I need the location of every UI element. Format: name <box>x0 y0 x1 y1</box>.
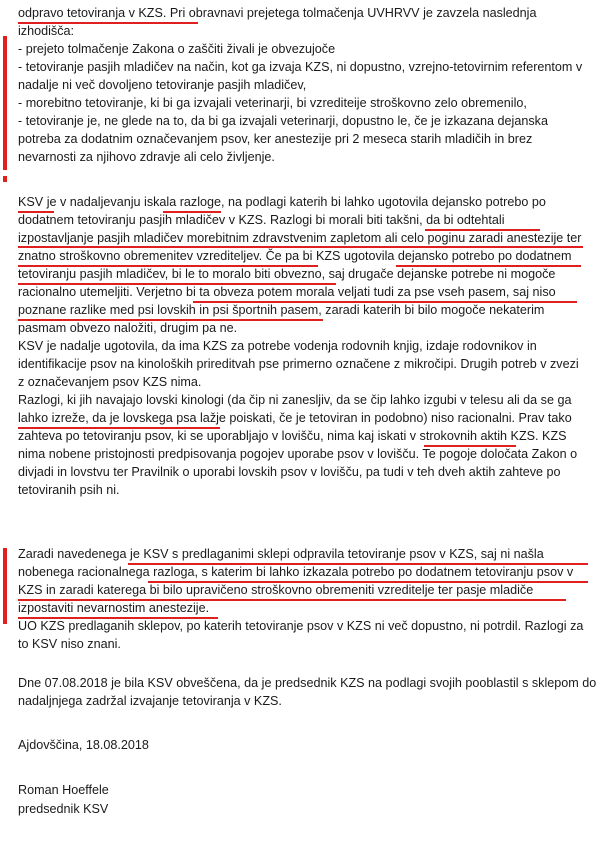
text-line: KZS in zaradi katerega bi bilo upravičeno stroškovno obremeniti vzreditelje ter pasje mladiče <box>18 583 534 597</box>
red-underline <box>18 22 198 24</box>
text-line: izpostaviti nevarnostim anestezije. <box>18 601 210 615</box>
red-underline <box>18 211 54 213</box>
text-line: izhodišča: <box>18 24 75 38</box>
text-line: znatno stroškovno obremenitev vzrediteljev. Če pa bi KZS ugotovila dejansko potrebo po dodatnem <box>18 249 572 263</box>
text-line: zahteva po tetoviranju psov, ki se uporabljajo v lovišču, nima kaj iskati v strokovnih aktih KZS. KZS <box>18 429 567 443</box>
red-underline <box>128 563 588 565</box>
text-line: potreba za dodatnim označevanjem psov, ker anestezije pri 2 meseca starih mladičih in brez <box>18 132 533 146</box>
red-underline <box>18 617 218 619</box>
red-underline <box>193 301 577 303</box>
text-line: UO KZS predlaganih sklepov, po katerih tetoviranje psov v KZS ni več dopustno, ni potrdil. Razlogi za <box>18 619 584 633</box>
text-line: nevarnosti za njihovo zdravje ali celo življenje. <box>18 150 275 164</box>
red-underline <box>424 445 516 447</box>
text-line: Razlogi, ki jih navajajo lovski kinologi (da čip ni zanesljiv, da se čip lahko izgubi v telesu ali da se ga <box>18 393 572 407</box>
signatory-name: Roman Hoeffele <box>18 783 109 797</box>
red-underline <box>18 319 323 321</box>
signatory-title: predsednik KSV <box>18 802 109 816</box>
text-line: Zaradi navedenega je KSV s predlaganimi sklepi odpravila tetoviranje psov v KZS, saj ni našla <box>18 547 544 561</box>
text-line: - morebitno tetoviranje, ki bi ga izvajali veterinarji, bi vzrediteije stroškovno zelo obremenilo, <box>18 96 527 110</box>
text-line: - tetoviranje pasjih mladičev na način, kot ga izvaja KZS, ni dopustno, vzrejno-tetovirnim referentom v <box>18 60 583 74</box>
red-underline <box>18 246 583 248</box>
text-line: - prejeto tolmačenje Zakona o zaščiti živali je obvezujoče <box>18 42 336 56</box>
text-line: to KSV niso znani. <box>18 637 121 651</box>
margin-marker <box>3 548 7 624</box>
text-line: - tetoviranje je, ne glede na to, da bi ga izvajali veterinarji, dopustno le, če je izkazana dejanska <box>18 114 548 128</box>
text-line: nima nobene pristojnosti predpisovanja pogojev uporabe psov v lovišču. Te pogoje določata Zakon o <box>18 447 578 461</box>
text-line: dodatnem tetoviranju pasjih mladičev v KZS. Razlogi bi morali biti takšni, da bi odtehtali <box>18 213 505 227</box>
text-line: racionalno utemeljiti. Verjetno bi ta obveza potem morala veljati tudi za pse vseh pasem, saj niso <box>18 285 556 299</box>
text-line: izpostavljanje pasjih mladičev morebitnim zdravstvenim zapletom ali celo poginu zaradi anestezije ter <box>18 231 582 245</box>
text-line: z označevanjem psov KZS nima. <box>18 375 202 389</box>
place-date: Ajdovščina, 18.08.2018 <box>18 738 149 752</box>
text-line: Dne 07.08.2018 je bila KSV obveščena, da je predsednik KZS na podlagi svojih pooblastil s sklepom do <box>18 676 597 690</box>
text-line: odpravo tetoviranja v KZS. Pri obravnavi prejetega tolmačenja UVHRVV je zavzela naslednja <box>18 6 537 20</box>
text-line: divjadi in lovstvu ter Pravilnik o uporabi lovskih psov v lovišču, pa tudi v teh dveh aktih zahteve po <box>18 465 561 479</box>
text-line: tetoviranju pasjih mladičev, bi le to moralo biti obvezno, saj drugače dejanske potrebe ni mogoče <box>18 267 556 281</box>
red-underline <box>148 581 588 583</box>
red-underline <box>18 265 318 267</box>
text-line: tetoviranih psih ni. <box>18 483 120 497</box>
text-line: lahko izreže, da je lovskega psa lažje poiskati, če je tetoviran in podobno) niso racionalni. Prav tako <box>18 411 572 425</box>
text-line: poznane razlike med psi lovskih in psi športnih pasem, zaradi katerih bi bilo mogoče nekaterim <box>18 303 545 317</box>
text-line: identifikacije psov na kinoloških prireditvah pse primerno označene z mikročipi. Drugih potreb v zvezi <box>18 357 579 371</box>
red-underline <box>425 229 540 231</box>
red-underline <box>163 211 221 213</box>
red-underline <box>18 427 220 429</box>
red-underline <box>18 283 336 285</box>
margin-marker <box>3 176 7 182</box>
text-line: nadalje ni več dovoljeno tetoviranje pasjih mladičev, <box>18 78 307 92</box>
text-line: KSV je nadalje ugotovila, da ima KZS za potrebe vodenja rodovnih knjig, izdaje rodovnikov in <box>18 339 537 353</box>
text-line: nobenega racionalnega razloga, s katerim bi lahko izkazala potrebo po dodatnem tetoviranju psov v <box>18 565 574 579</box>
margin-marker <box>3 36 7 170</box>
red-underline <box>18 599 566 601</box>
text-line: nadaljnjega zadržal izvajanje tetoviranja v KZS. <box>18 694 282 708</box>
text-line: KSV je v nadaljevanju iskala razloge, na podlagi katerih bi lahko ugotovila dejansko potrebo po <box>18 195 546 209</box>
text-line: pasmam obvezo naložiti, drugim pa ne. <box>18 321 238 335</box>
red-underline <box>396 265 581 267</box>
